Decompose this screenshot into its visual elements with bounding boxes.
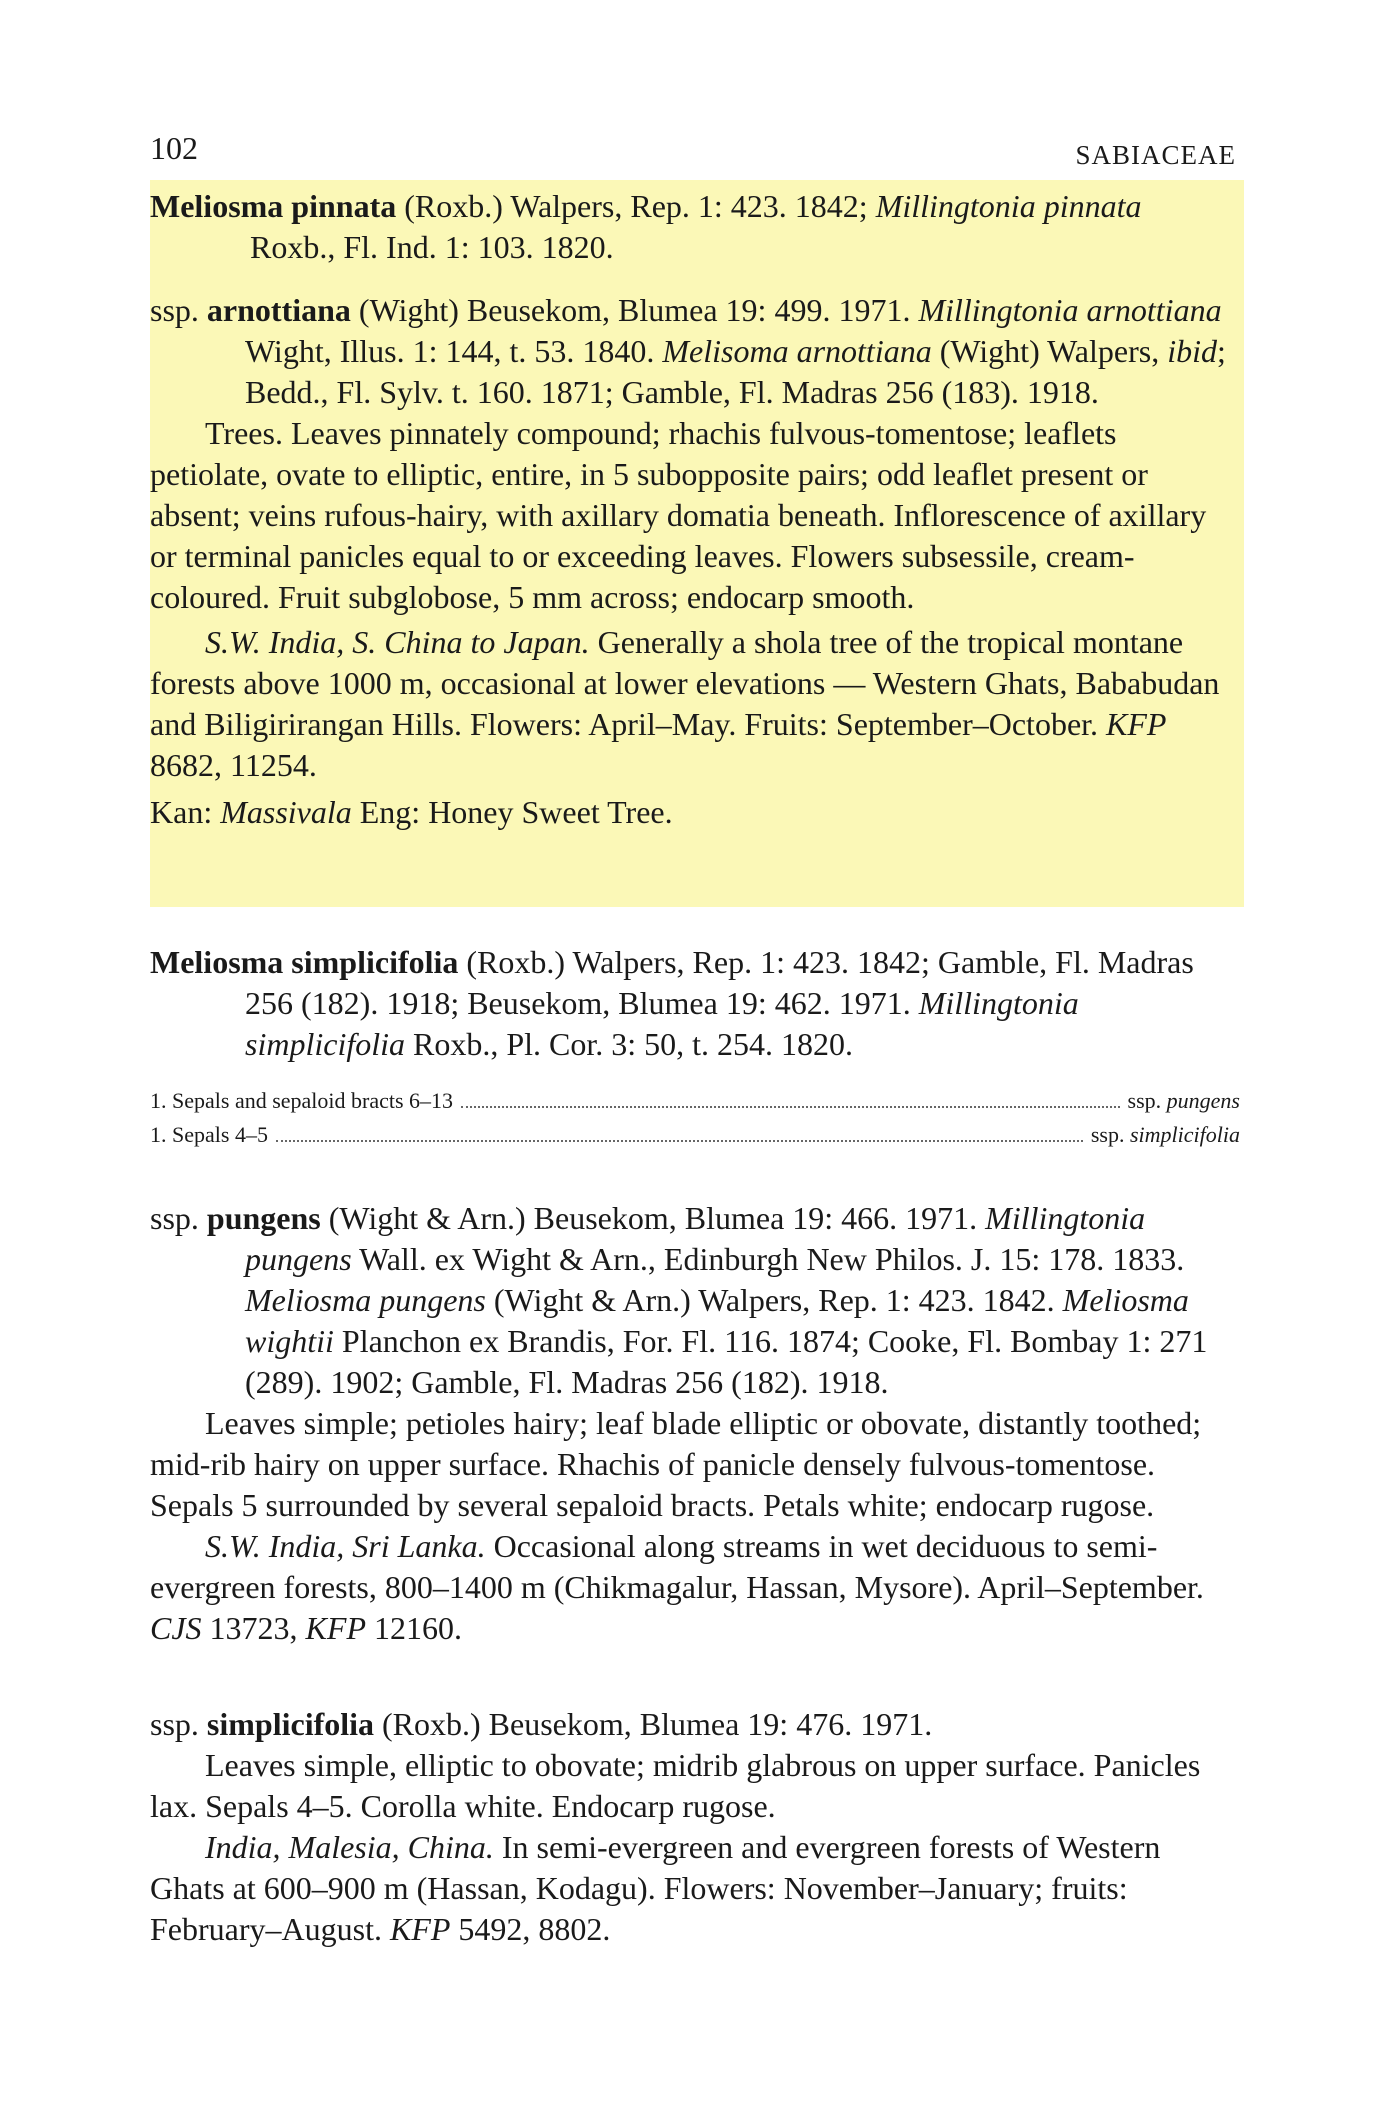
entry-heading: Meliosma pinnata (Roxb.) Walpers, Rep. 1: 423. 1842; Millingtonia pinnata Roxb., Fl. Ind. 1: 103. 1820.	[150, 188, 1142, 265]
distribution: S.W. India, S. China to Japan. Generally a shola tree of the tropical montane forests above 1000 m, occasional at lower elevations — Western Ghats, Bababudan and Biligirirangan Hills. Flowers: April–May. Fruits: September–October. KFP 8682, 11254.	[150, 624, 1220, 783]
ssp-simplicifolia	[150, 1704, 1240, 1950]
description: Leaves simple, elliptic to obovate; midrib glabrous on upper surface. Panicles lax. Sepals 4–5. Corolla white. Endocarp rugose.	[150, 1747, 1201, 1824]
entry-heading: Meliosma simplicifolia (Roxb.) Walpers, Rep. 1: 423. 1842; Gamble, Fl. Madras 256 (182). 1918; Beusekom, Blumea 19: 462. 1971. Millingtonia simplicifolia Roxb., Pl. Cor. 3: 50, t. 254. 1820.	[150, 944, 1194, 1062]
ssp-heading: ssp. simplicifolia (Roxb.) Beusekom, Blumea 19: 476. 1971.	[150, 1706, 933, 1742]
distribution: India, Malesia, China. In semi-evergreen and evergreen forests of Western Ghats at 600–900 m (Hassan, Kodagu). Flowers: November–January; fruits: February–August. KFP 5492, 8802.	[150, 1829, 1161, 1947]
species-name: Meliosma simplicifolia	[150, 944, 459, 980]
key-lead: 1. Sepals and sepaloid bracts 6–13 ssp. pungens	[150, 1088, 1240, 1113]
vernacular-names: Kan: Massivala Eng: Honey Sweet Tree.	[150, 794, 673, 830]
key-lead: 1. Sepals 4–5 ssp. simplicifolia	[150, 1122, 1240, 1147]
ssp-arnottiana	[150, 290, 1240, 833]
ssp-pungens	[150, 1198, 1240, 1649]
entry-meliosma-simplicifolia	[150, 942, 1240, 1065]
ssp-name: pungens	[206, 1200, 321, 1236]
species-name: Meliosma pinnata	[150, 188, 397, 224]
ssp-name: arnottiana	[206, 292, 351, 328]
distribution: S.W. India, Sri Lanka. Occasional along streams in wet deciduous to semi-evergreen forests, 800–1400 m (Chikmagalur, Hassan, Mysore). April–September. CJS 13723, KFP 12160.	[150, 1528, 1204, 1646]
ssp-name: simplicifolia	[206, 1706, 375, 1742]
description: Leaves simple; petioles hairy; leaf blade elliptic or obovate, distantly toothed; mid-rib hairy on upper surface. Rhachis of panicle densely fulvous-tomentose. Sepals 5 surrounded by several sepaloid bracts. Petals white; endocarp rugose.	[150, 1405, 1202, 1523]
identification-key	[150, 1084, 1240, 1152]
ssp-heading: ssp. arnottiana (Wight) Beusekom, Blumea 19: 499. 1971. Millingtonia arnottiana Wight, Illus. 1: 144, t. 53. 1840. Melisoma arnottiana (Wight) Walpers, ibid; Bedd., Fl. Sylv. t. 160. 1871; Gamble, Fl. Madras 256 (183). 1918.	[150, 292, 1226, 410]
entry-meliosma-pinnata	[150, 186, 1240, 268]
page-number: 102	[150, 130, 198, 166]
ssp-heading: ssp. pungens (Wight & Arn.) Beusekom, Blumea 19: 466. 1971. Millingtonia pungens Wall. ex Wight & Arn., Edinburgh New Philos. J. 15: 178. 1833. Meliosma pungens (Wight & Arn.) Walpers, Rep. 1: 423. 1842. Meliosma wightii Planchon ex Brandis, For. Fl. 116. 1874; Cooke, Fl. Bombay 1: 271 (289). 1902; Gamble, Fl. Madras 256 (182). 1918.	[150, 1200, 1208, 1400]
running-head: SABIACEAE	[1075, 140, 1236, 170]
description: Trees. Leaves pinnately compound; rhachis fulvous-tomentose; leaflets petiolate, ovate to elliptic, entire, in 5 subopposite pairs; odd leaflet present or absent; veins rufous-hairy, with axillary domatia beneath. Inflorescence of axillary or terminal panicles equal to or exceeding leaves. Flowers subsessile, cream-coloured. Fruit subglobose, 5 mm across; endocarp smooth.	[150, 415, 1207, 615]
